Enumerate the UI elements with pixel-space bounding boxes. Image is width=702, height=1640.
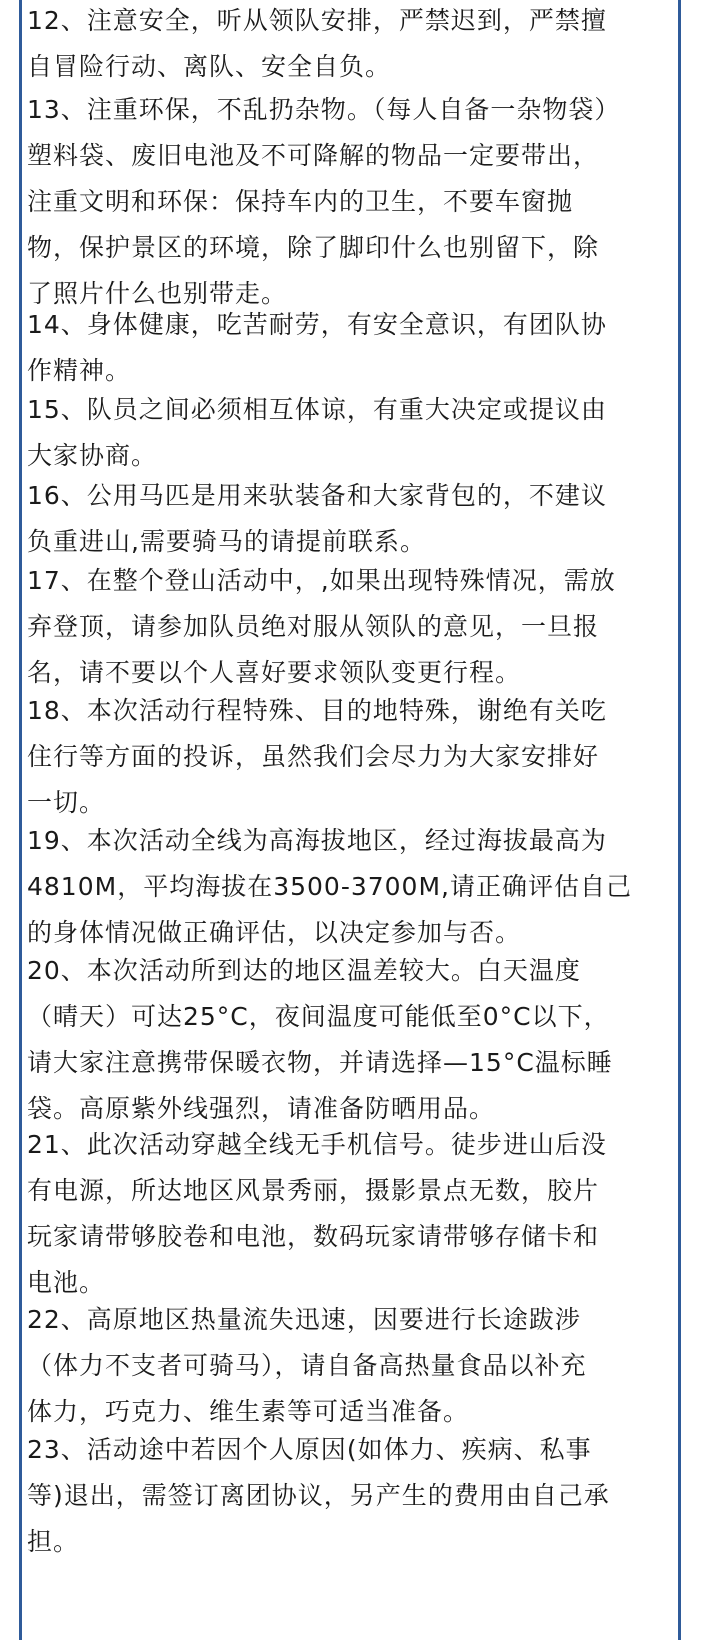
notice-line: 15、队员之间必须相互体谅，有重大决定或提议由 [27,395,607,424]
notice-line: 弃登顶，请参加队员绝对服从领队的意见，一旦报 [27,612,600,641]
notice-item [27,387,639,479]
notice-line: （体力不支者可骑马），请自备高热量食品以补充 [27,1351,587,1380]
notice-line: 有电源，所达地区风景秀丽，摄影景点无数，胶片 [27,1176,600,1205]
notice-line: 负重进山,需要骑马的请提前联系。 [27,527,426,556]
notice-line: 的身体情况做正确评估，以决定参加与否。 [27,918,522,947]
notice-line: 体力，巧克力、维生素等可适当准备。 [27,1397,470,1426]
notice-line: 请大家注意携带保暖衣物，并请选择—15°C温标睡 [27,1048,613,1077]
notice-line: 14、身体健康，吃苦耐劳，有安全意识，有团队协 [27,310,607,339]
notice-line: 袋。高原紫外线强烈，请准备防晒用品。 [27,1094,496,1123]
notice-line: 注重文明和环保：保持车内的卫生，不要车窗抛 [27,187,574,216]
notice-item [27,558,639,696]
notice-item [27,302,639,394]
notice-line: 19、本次活动全线为高海拔地区，经过海拔最高为 [27,826,607,855]
notice-item [27,1297,639,1435]
notice-item [27,87,639,317]
notice-line: 22、高原地区热量流失迅速，因要进行长途跋涉 [27,1305,581,1334]
notice-line: 大家协商。 [27,441,158,470]
notice-line: 16、公用马匹是用来驮装备和大家背包的，不建议 [27,481,607,510]
notice-line: 担。 [27,1527,80,1556]
notice-item [27,948,639,1132]
notice-line: 了照片什么也别带走。 [27,279,288,308]
notice-line: 17、在整个登山活动中，,如果出现特殊情况，需放 [27,566,616,595]
notice-line: 等)退出，需签订离团协议，另产生的费用由自己承 [27,1481,610,1510]
notice-item [27,1122,639,1306]
notice-item [27,0,639,90]
notice-line: 物，保护景区的环境，除了脚印什么也别留下，除 [27,233,600,262]
notice-line: 玩家请带够胶卷和电池，数码玩家请带够存储卡和 [27,1222,600,1251]
notice-line: （晴天）可达25°C，夜间温度可能低至0°C以下， [27,1002,610,1031]
notice-item [27,688,639,826]
notice-line: 作精神。 [27,356,132,385]
notice-line: 21、此次活动穿越全线无手机信号。徒步进山后没 [27,1130,607,1159]
notice-item [27,818,639,956]
notice-item [27,1427,639,1565]
notice-line: 电池。 [27,1268,106,1297]
notice-line: 自冒险行动、离队、安全自负。 [27,52,392,81]
notice-line: 20、本次活动所到达的地区温差较大。白天温度 [27,956,581,985]
notice-line: 4810M，平均海拔在3500-3700M,请正确评估自己 [27,872,632,901]
notice-line: 23、活动途中若因个人原因(如体力、疾病、私事 [27,1435,592,1464]
notice-line: 18、本次活动行程特殊、目的地特殊，谢绝有关吃 [27,696,607,725]
notice-line: 12、注意安全，听从领队安排，严禁迟到，严禁擅 [27,6,607,35]
notice-line: 名，请不要以个人喜好要求领队变更行程。 [27,658,522,687]
notice-item [27,473,639,565]
notice-line: 住行等方面的投诉，虽然我们会尽力为大家安排好 [27,742,600,771]
notice-line: 13、注重环保，不乱扔杂物。（每人自备一杂物袋） [27,95,621,124]
notice-line: 塑料袋、废旧电池及不可降解的物品一定要带出， [27,141,600,170]
notice-line: 一切。 [27,788,106,817]
